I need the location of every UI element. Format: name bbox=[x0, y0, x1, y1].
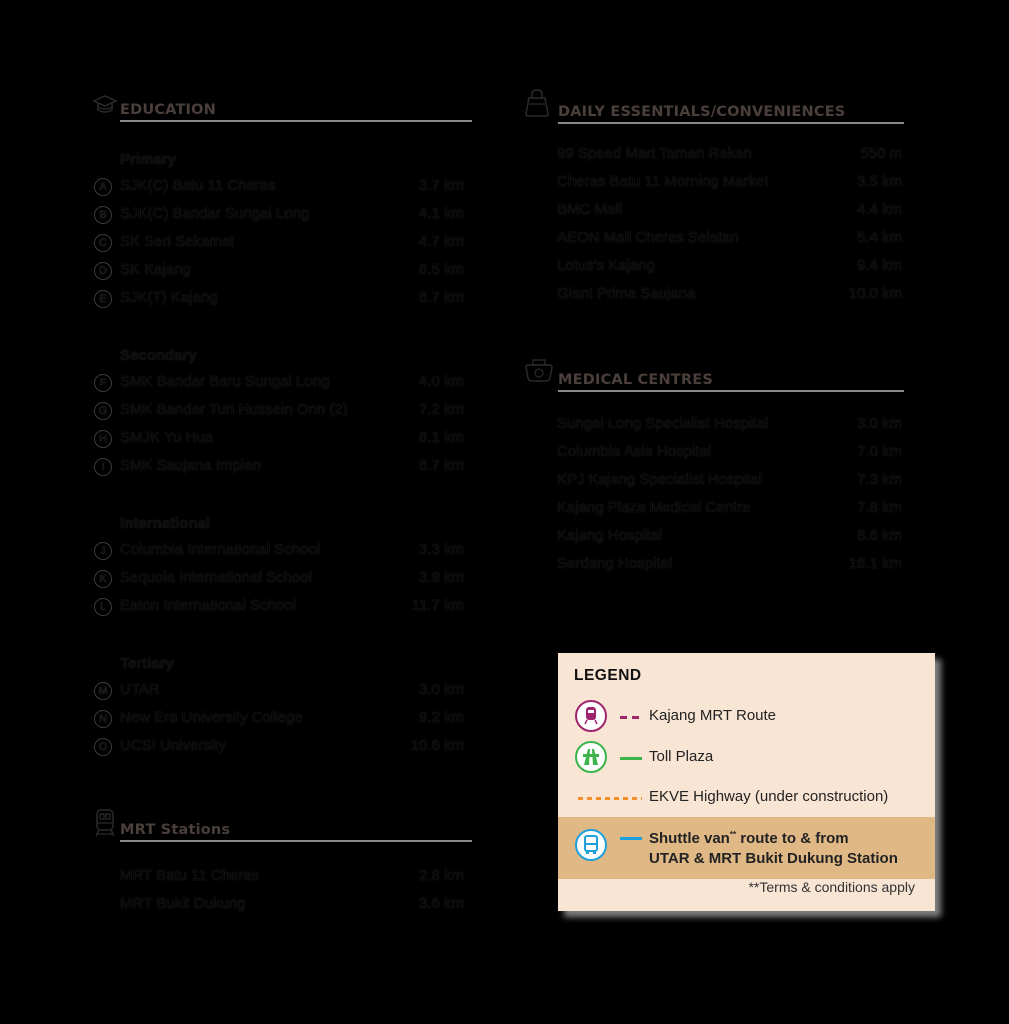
highway-toll-icon bbox=[575, 741, 607, 773]
letter-badge: O bbox=[94, 738, 112, 756]
distance: 7.3 km bbox=[856, 471, 902, 488]
list-item bbox=[524, 466, 904, 494]
distance: 550 m bbox=[860, 145, 902, 162]
distance: 4.1 km bbox=[418, 205, 464, 222]
distance: 16.1 km bbox=[848, 555, 902, 572]
letter-badge: H bbox=[94, 430, 112, 448]
toll-line bbox=[620, 757, 642, 760]
distance: 4.7 km bbox=[418, 233, 464, 250]
medical-header bbox=[524, 358, 904, 392]
distance: 8.1 km bbox=[418, 429, 464, 446]
list-item bbox=[524, 550, 904, 578]
distance: 8.7 km bbox=[418, 457, 464, 474]
secondary-group bbox=[92, 344, 472, 480]
tertiary-group bbox=[92, 652, 472, 760]
legend-label: EKVE Highway (under construction) bbox=[649, 788, 889, 805]
place-name: BMC Mall bbox=[557, 201, 623, 218]
letter-badge: K bbox=[94, 570, 112, 588]
list-item bbox=[92, 424, 472, 452]
section-title: MEDICAL CENTRES bbox=[558, 372, 714, 388]
place-name: SJK(C) Bandar Sungai Long bbox=[120, 205, 310, 222]
legend-item-mrt bbox=[558, 698, 935, 738]
terms-note: **Terms & conditions apply bbox=[748, 879, 915, 895]
list-item bbox=[92, 536, 472, 564]
list-item bbox=[92, 704, 472, 732]
place-name: Cheras Batu 11 Morning Market bbox=[557, 173, 769, 190]
divider bbox=[558, 122, 904, 124]
distance: 3.5 km bbox=[856, 173, 902, 190]
distance: 8.6 km bbox=[856, 527, 902, 544]
legend-item-ekve bbox=[558, 779, 935, 819]
place-name: SMK Saujana Impian bbox=[120, 457, 261, 474]
list-item bbox=[92, 452, 472, 480]
left-column bbox=[92, 92, 472, 918]
group-label: Primary bbox=[120, 151, 176, 168]
train-icon bbox=[92, 806, 118, 840]
distance: 7.8 km bbox=[856, 499, 902, 516]
distance: 8.5 km bbox=[418, 261, 464, 278]
legend-label: Toll Plaza bbox=[649, 748, 714, 765]
section-title: DAILY ESSENTIALS/CONVENIENCES bbox=[558, 104, 846, 120]
primary-group bbox=[92, 148, 472, 312]
distance: 4.0 km bbox=[418, 373, 464, 390]
list-item bbox=[524, 252, 904, 280]
place-name: Giant Prima Saujana bbox=[557, 285, 696, 302]
place-name: Columbia Asia Hospital bbox=[557, 443, 712, 460]
letter-badge: B bbox=[94, 206, 112, 224]
legend-title: LEGEND bbox=[574, 667, 642, 684]
group-label: International bbox=[120, 515, 211, 532]
place-name: SMJK Yu Hua bbox=[120, 429, 214, 446]
list-item bbox=[524, 494, 904, 522]
place-name: SJK(T) Kajang bbox=[120, 289, 218, 306]
mrt-train-icon bbox=[575, 700, 607, 732]
list-item bbox=[524, 438, 904, 466]
ekve-dotted-line bbox=[578, 797, 642, 800]
legend-label: Kajang MRT Route bbox=[649, 707, 777, 724]
letter-badge: M bbox=[94, 682, 112, 700]
place-name: Kajang Plaza Medical Centre bbox=[557, 499, 751, 516]
distance: 4.4 km bbox=[856, 201, 902, 218]
list-item bbox=[524, 280, 904, 308]
place-name: Eaton International School bbox=[120, 597, 296, 614]
distance: 3.6 km bbox=[418, 895, 464, 912]
place-name: Sequoia International School bbox=[120, 569, 312, 586]
list-item bbox=[92, 564, 472, 592]
place-name: UTAR bbox=[120, 681, 160, 698]
medical-kit-icon bbox=[524, 358, 554, 384]
distance: 11.7 km bbox=[411, 597, 464, 614]
distance: 8.7 km bbox=[418, 289, 464, 306]
essentials-header bbox=[524, 88, 904, 124]
distance: 3.3 km bbox=[418, 541, 464, 558]
letter-badge: I bbox=[94, 458, 112, 476]
section-title: MRT Stations bbox=[120, 822, 231, 838]
place-name: UCSI University bbox=[120, 737, 226, 754]
distance: 3.9 km bbox=[418, 569, 464, 586]
group-label: Secondary bbox=[120, 347, 197, 364]
distance: 7.0 km bbox=[856, 443, 902, 460]
graduation-cap-icon bbox=[92, 92, 118, 120]
legend-box bbox=[558, 653, 935, 911]
list-item bbox=[92, 172, 472, 200]
shopping-bag-icon bbox=[524, 88, 550, 118]
list-item bbox=[524, 522, 904, 550]
distance: 2.8 km bbox=[418, 867, 464, 884]
distance: 3.7 km bbox=[418, 177, 464, 194]
list-item bbox=[92, 592, 472, 620]
place-name: New Era University College bbox=[120, 709, 303, 726]
list-item bbox=[524, 410, 904, 438]
list-item bbox=[524, 224, 904, 252]
place-name: SMK Bandar Tun Hussein Onn (2) bbox=[120, 401, 348, 418]
shuttle-line bbox=[620, 837, 642, 840]
distance: 9.4 km bbox=[856, 257, 902, 274]
list-item bbox=[524, 140, 904, 168]
letter-badge: J bbox=[94, 542, 112, 560]
letter-badge: G bbox=[94, 402, 112, 420]
distance: 5.4 km bbox=[856, 229, 902, 246]
place-name: SK Seri Sekamat bbox=[120, 233, 235, 250]
distance: 9.2 km bbox=[418, 709, 464, 726]
list-item bbox=[92, 676, 472, 704]
letter-badge: A bbox=[94, 178, 112, 196]
list-item bbox=[92, 368, 472, 396]
place-name: AEON Mall Cheras Selatan bbox=[557, 229, 739, 246]
list-item bbox=[92, 200, 472, 228]
place-name: MRT Batu 11 Cheras bbox=[120, 867, 260, 884]
place-name: SK Kajang bbox=[120, 261, 191, 278]
international-group bbox=[92, 512, 472, 620]
divider bbox=[558, 390, 904, 392]
place-name: SMK Bandar Baru Sungai Long bbox=[120, 373, 330, 390]
place-name: Lotus's Kajang bbox=[557, 257, 655, 274]
list-item bbox=[92, 732, 472, 760]
list-item bbox=[92, 256, 472, 284]
letter-badge: D bbox=[94, 262, 112, 280]
place-name: Sungai Long Specialist Hospital bbox=[557, 415, 768, 432]
distance: 10.6 km bbox=[410, 737, 464, 754]
distance: 3.0 km bbox=[856, 415, 902, 432]
list-item bbox=[92, 890, 472, 918]
group-label: Tertiary bbox=[120, 655, 174, 672]
legend-item-toll bbox=[558, 739, 935, 779]
mrt-header bbox=[92, 806, 472, 842]
list-item bbox=[524, 196, 904, 224]
place-name: MRT Bukit Dukung bbox=[120, 895, 246, 912]
mrt-route-line bbox=[620, 716, 642, 719]
distance: 3.0 km bbox=[418, 681, 464, 698]
divider bbox=[120, 840, 472, 842]
place-name: SJK(C) Batu 11 Cheras bbox=[120, 177, 276, 194]
section-title: EDUCATION bbox=[120, 102, 217, 118]
bus-icon bbox=[575, 829, 607, 861]
right-column bbox=[524, 88, 904, 578]
place-name: KPJ Kajang Specialist Hospital bbox=[557, 471, 763, 488]
list-item bbox=[92, 228, 472, 256]
letter-badge: E bbox=[94, 290, 112, 308]
letter-badge: C bbox=[94, 234, 112, 252]
distance: 7.2 km bbox=[418, 401, 464, 418]
place-name: Columbia International School bbox=[120, 541, 321, 558]
list-item bbox=[92, 284, 472, 312]
list-item bbox=[92, 862, 472, 890]
list-item bbox=[92, 396, 472, 424]
divider bbox=[120, 120, 472, 122]
distance: 10.0 km bbox=[848, 285, 902, 302]
legend-item-shuttle bbox=[558, 817, 935, 879]
letter-badge: N bbox=[94, 710, 112, 728]
list-item bbox=[524, 168, 904, 196]
letter-badge: L bbox=[94, 598, 112, 616]
place-name: Kajang Hospital bbox=[557, 527, 663, 544]
education-header bbox=[92, 92, 472, 122]
legend-label: Shuttle van** route to & from UTAR & MRT Bukit Dukung Station bbox=[649, 830, 898, 867]
place-name: Serdang Hospital bbox=[557, 555, 673, 572]
letter-badge: F bbox=[94, 374, 112, 392]
place-name: 99 Speed Mart Taman Rakan bbox=[557, 145, 752, 162]
